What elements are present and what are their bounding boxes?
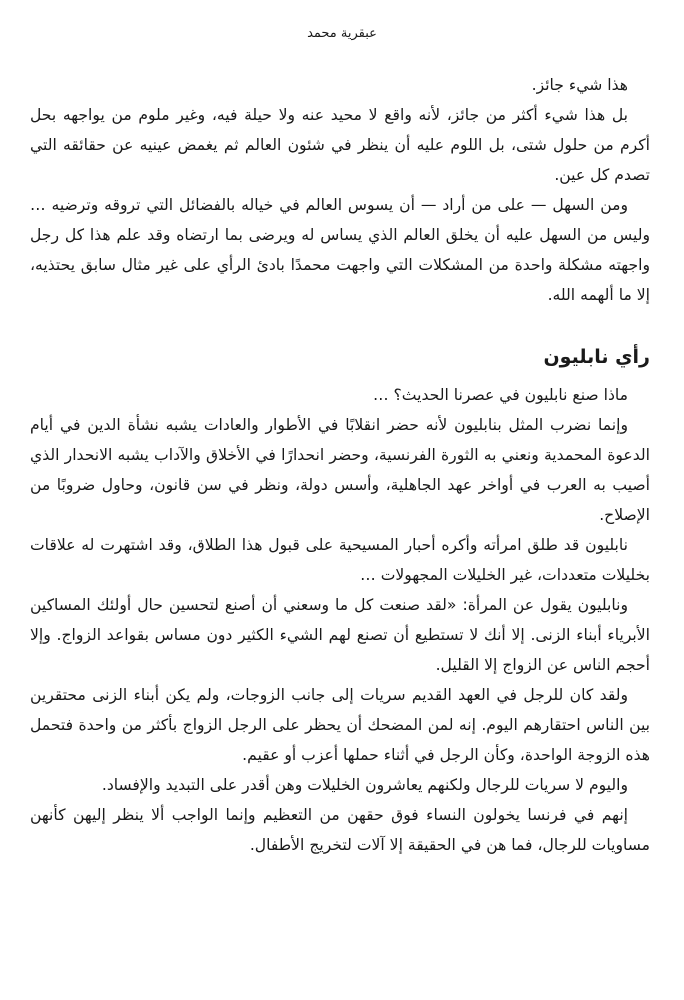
paragraph: ومن السهل — على من أراد — أن يسوس العالم في خياله بالفضائل التي تروقه وترضيه … وليس من السهل عليه أن يخلق العالم الذي يساس له ويرضى بما ارتضاه وقد علم هذا كل رجل واجهته مشكلة واحدة من المشكلات التي واجهت محمدًا بادئ الرأي على غير مثال سابق يحتذيه، إلا ما ألهمه الله.: [30, 196, 650, 304]
section-heading: رأي نابليون: [543, 346, 650, 368]
paragraph: نابليون قد طلق امرأته وأكره أحبار المسيحية على قبول هذا الطلاق، وقد اشتهرت له علاقات بخليلات متعددات، غير الخليلات المجهولات …: [30, 536, 650, 584]
paragraph: هذا شيء جائز.: [531, 76, 628, 94]
paragraph: إنهم في فرنسا يخولون النساء فوق حقهن من التعظيم وإنما الواجب ألا ينظر إليهن كأنهن مساويات للرجال، فما هن في الحقيقة إلا آلات لتخريج الأطفال.: [30, 806, 650, 854]
page-body: [30, 70, 650, 860]
paragraph: بل هذا شيء أكثر من جائز، لأنه واقع لا محيد عنه ولا حيلة فيه، وغير ملوم من يواجهه بحل أكرم من حلول شتى، بل اللوم عليه أن ينظر في شئون العالم ثم يغمض عينيه عن حقائقه التي تصدم كل عين.: [30, 106, 650, 184]
paragraph: ماذا صنع نابليون في عصرنا الحديث؟ …: [372, 386, 628, 404]
paragraph: واليوم لا سريات للرجال ولكنهم يعاشرون الخليلات وهن أقدر على التبديد والإفساد.: [101, 776, 628, 794]
paragraph: ونابليون يقول عن المرأة: «لقد صنعت كل ما وسعني أن أصنع لتحسين حال أولئك المساكين الأبرياء أبناء الزنى. إلا أنك لا تستطيع أن تصنع لهم الشيء الكثير دون مساس بقواعد الزواج. وإلا أحجم الناس عن الزواج إلا القليل.: [30, 596, 650, 674]
running-header: عبقرية محمد: [307, 26, 377, 41]
paragraph: وإنما نضرب المثل بنابليون لأنه حضر انقلابًا في الأطوار والعادات يشبه نشأة الدين في أيام الدعوة المحمدية ونعني به الثورة الفرنسية، وحضر انحدارًا في الأخلاق والآداب يشبه الانحدار الذي أصيب به العرب في أواخر عهد الجاهلية، وأسس دولة، ونظر في سن قانون، وحاول ضروبًا من الإصلاح.: [30, 416, 650, 524]
paragraph: ولقد كان للرجل في العهد القديم سريات إلى جانب الزوجات، ولم يكن أبناء الزنى محتقرين بين الناس احتقارهم اليوم. إنه لمن المضحك أن يحظر على الرجل الزواج بأكثر من واحدة فتحمل هذه الزوجة الواحدة، وكأن الرجل في أثناء حملها أعزب أو عقيم.: [30, 686, 650, 764]
